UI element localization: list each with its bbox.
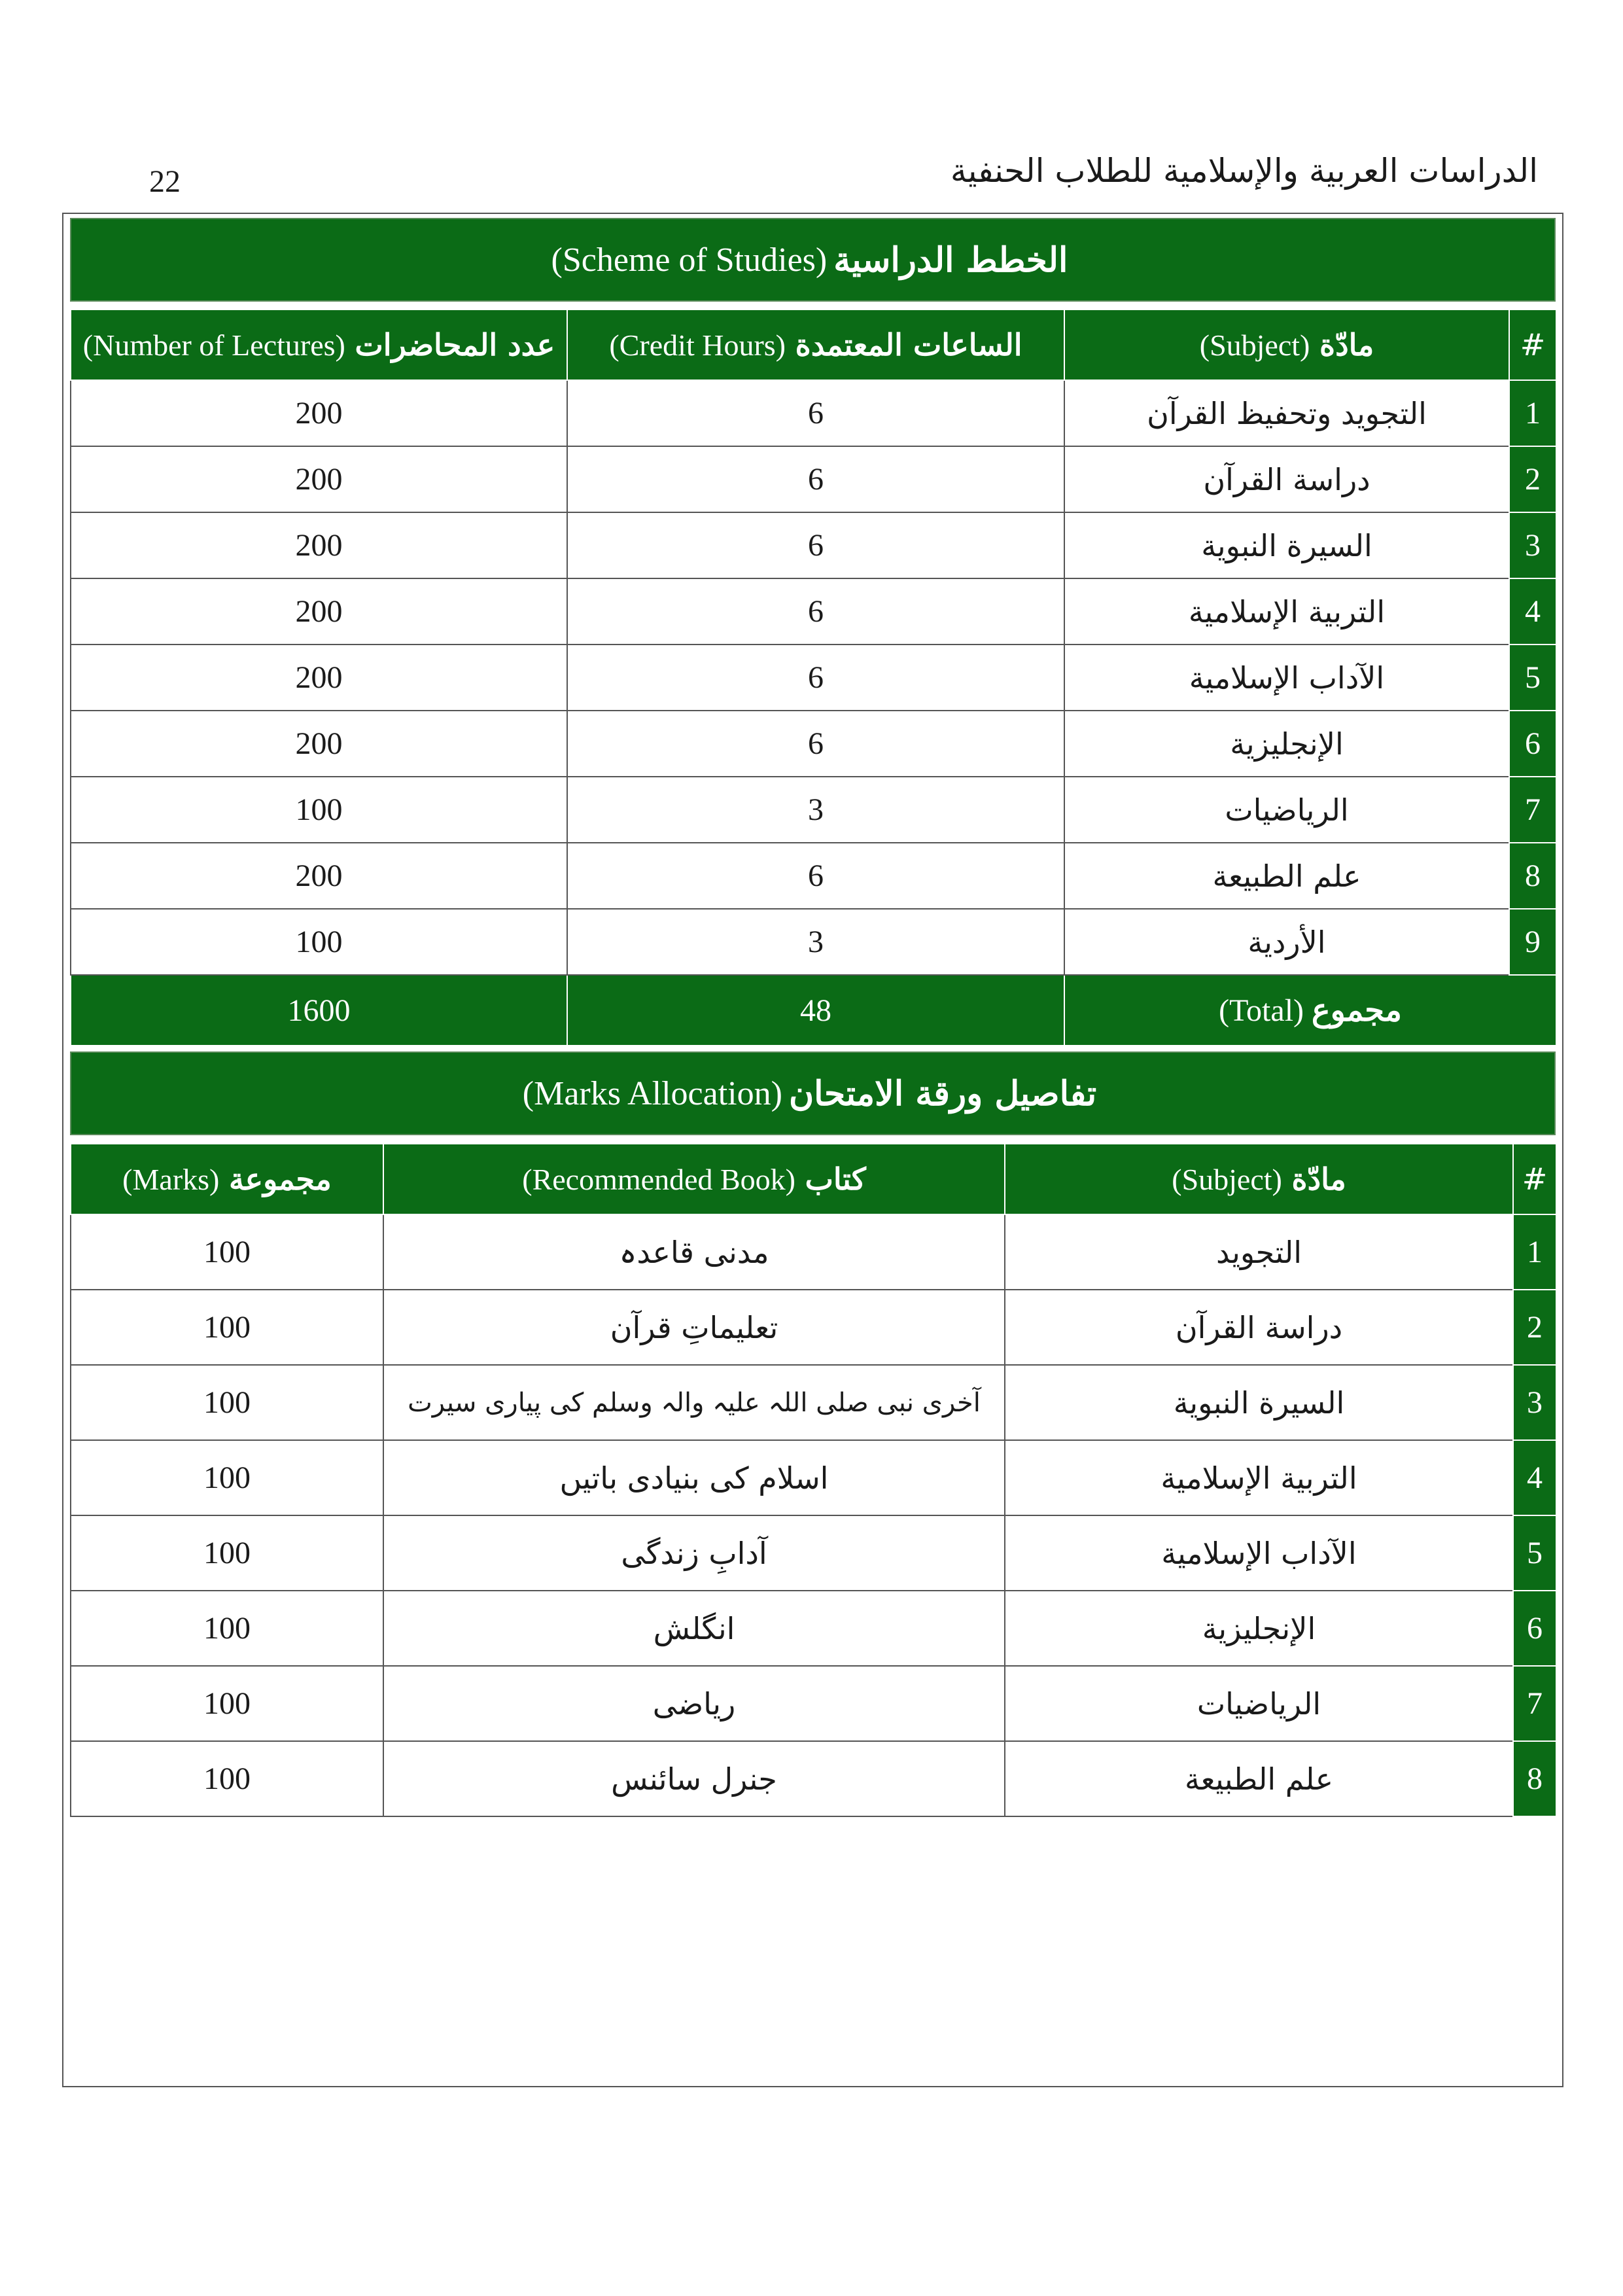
- row-number: 7: [1509, 777, 1556, 843]
- row-number: 2: [1513, 1290, 1556, 1365]
- table-row: [71, 1666, 1556, 1741]
- marks-cell: 100: [71, 1591, 383, 1666]
- col-header-subject: [1064, 309, 1509, 380]
- table-row: [71, 1214, 1556, 1290]
- scheme-title-ar: الخطط الدراسية: [833, 239, 1068, 280]
- col-header-credit-en: (Credit Hours): [609, 328, 786, 362]
- subject-cell: علم الطبيعة: [1005, 1741, 1513, 1816]
- credit-cell: 6: [567, 446, 1064, 512]
- col-header-credit-ar: الساعات المعتمدة: [795, 327, 1022, 362]
- scheme-table: [70, 309, 1557, 1046]
- row-number: 4: [1513, 1440, 1556, 1515]
- col-header-book-ar: كتاب: [805, 1161, 866, 1197]
- total-lectures: 1600: [71, 975, 567, 1046]
- marks-cell: 100: [71, 1440, 383, 1515]
- col-header-subject-ar: مادّة: [1291, 1161, 1346, 1197]
- col-header-num: #: [1513, 1144, 1556, 1214]
- subject-cell: التربية الإسلامية: [1005, 1440, 1513, 1515]
- row-number: 3: [1513, 1365, 1556, 1440]
- lectures-cell: 200: [71, 645, 567, 711]
- table-row: [71, 446, 1556, 512]
- subject-cell: دراسة القرآن: [1005, 1290, 1513, 1365]
- total-credit: 48: [567, 975, 1064, 1046]
- row-number: 1: [1513, 1214, 1556, 1290]
- table-row: [71, 777, 1556, 843]
- marks-header-row: [71, 1144, 1556, 1214]
- table-row: [71, 1290, 1556, 1365]
- credit-cell: 6: [567, 843, 1064, 909]
- col-header-lectures-en: (Number of Lectures): [82, 328, 345, 362]
- row-number: 8: [1513, 1741, 1556, 1816]
- table-row: [71, 1741, 1556, 1816]
- table-row: [71, 843, 1556, 909]
- row-number: 9: [1509, 909, 1556, 975]
- table-row: [71, 645, 1556, 711]
- credit-cell: 6: [567, 711, 1064, 777]
- scheme-header-row: [71, 309, 1556, 380]
- book-cell: مدنی قاعدہ: [383, 1214, 1005, 1290]
- lectures-cell: 100: [71, 909, 567, 975]
- table-row: [71, 909, 1556, 975]
- lectures-cell: 200: [71, 380, 567, 446]
- marks-cell: 100: [71, 1515, 383, 1591]
- col-header-lectures-ar: عدد المحاضرات: [355, 327, 555, 362]
- lectures-cell: 200: [71, 843, 567, 909]
- subject-cell: دراسة القرآن: [1064, 446, 1509, 512]
- marks-cell: 100: [71, 1214, 383, 1290]
- subject-cell: علم الطبيعة: [1064, 843, 1509, 909]
- total-label-en: (Total): [1219, 993, 1304, 1028]
- col-header-book-en: (Recommended Book): [522, 1163, 795, 1196]
- marks-title-en: (Marks Allocation): [522, 1074, 782, 1112]
- table-row: [71, 1440, 1556, 1515]
- table-row: [71, 711, 1556, 777]
- book-cell: جنرل سائنس: [383, 1741, 1005, 1816]
- row-number: 6: [1513, 1591, 1556, 1666]
- subject-cell: الإنجليزية: [1005, 1591, 1513, 1666]
- table-row: [71, 1591, 1556, 1666]
- lectures-cell: 100: [71, 777, 567, 843]
- scheme-title-en: (Scheme of Studies): [551, 241, 828, 279]
- row-number: 3: [1509, 512, 1556, 578]
- marks-cell: 100: [71, 1365, 383, 1440]
- credit-cell: 6: [567, 578, 1064, 645]
- marks-cell: 100: [71, 1741, 383, 1816]
- book-cell: آدابِ زندگی: [383, 1515, 1005, 1591]
- col-header-book: [383, 1144, 1005, 1214]
- col-header-credit: [567, 309, 1064, 380]
- row-number: 5: [1509, 645, 1556, 711]
- row-number: 7: [1513, 1666, 1556, 1741]
- table-row: [71, 1515, 1556, 1591]
- row-number: 4: [1509, 578, 1556, 645]
- book-cell: اسلام کی بنیادی باتیں: [383, 1440, 1005, 1515]
- subject-cell: الرياضيات: [1005, 1666, 1513, 1741]
- total-label-ar: مجموع: [1312, 992, 1402, 1029]
- subject-cell: الأردية: [1064, 909, 1509, 975]
- subject-cell: السيرة النبوية: [1064, 512, 1509, 578]
- col-header-marks-en: (Marks): [122, 1163, 220, 1196]
- book-cell: ریاضی: [383, 1666, 1005, 1741]
- subject-cell: التجويد: [1005, 1214, 1513, 1290]
- credit-cell: 3: [567, 909, 1064, 975]
- scheme-banner: [70, 218, 1556, 302]
- row-number: 6: [1509, 711, 1556, 777]
- col-header-marks-ar: مجموعة: [229, 1161, 332, 1197]
- credit-cell: 6: [567, 512, 1064, 578]
- table-row: [71, 1365, 1556, 1440]
- col-header-subject-en: (Subject): [1199, 328, 1310, 362]
- subject-cell: التربية الإسلامية: [1064, 578, 1509, 645]
- col-header-num: #: [1509, 309, 1556, 380]
- marks-cell: 100: [71, 1290, 383, 1365]
- lectures-cell: 200: [71, 711, 567, 777]
- row-number: 8: [1509, 843, 1556, 909]
- credit-cell: 3: [567, 777, 1064, 843]
- marks-table: [70, 1143, 1557, 1817]
- credit-cell: 6: [567, 645, 1064, 711]
- subject-cell: الآداب الإسلامية: [1064, 645, 1509, 711]
- row-number: 2: [1509, 446, 1556, 512]
- total-row: [71, 975, 1556, 1046]
- lectures-cell: 200: [71, 578, 567, 645]
- subject-cell: الإنجليزية: [1064, 711, 1509, 777]
- book-cell: آخری نبی صلی اللہ علیہ والہ وسلم کی پیاری سیرت: [383, 1365, 1005, 1440]
- book-cell: تعلیماتِ قرآن: [383, 1290, 1005, 1365]
- col-header-marks: [71, 1144, 383, 1214]
- subject-cell: الآداب الإسلامية: [1005, 1515, 1513, 1591]
- col-header-subject-ar: مادّة: [1319, 327, 1374, 362]
- page-number: 22: [149, 164, 181, 199]
- col-header-subject: [1005, 1144, 1513, 1214]
- book-cell: انگلش: [383, 1591, 1005, 1666]
- marks-cell: 100: [71, 1666, 383, 1741]
- subject-cell: التجويد وتحفيظ القرآن: [1064, 380, 1509, 446]
- subject-cell: الرياضيات: [1064, 777, 1509, 843]
- lectures-cell: 200: [71, 512, 567, 578]
- credit-cell: 6: [567, 380, 1064, 446]
- row-number: 1: [1509, 380, 1556, 446]
- table-row: [71, 578, 1556, 645]
- lectures-cell: 200: [71, 446, 567, 512]
- running-title: الدراسات العربية والإسلامية للطلاب الحنفية: [950, 152, 1538, 190]
- row-number: 5: [1513, 1515, 1556, 1591]
- subject-cell: السيرة النبوية: [1005, 1365, 1513, 1440]
- col-header-subject-en: (Subject): [1172, 1163, 1282, 1196]
- table-row: [71, 512, 1556, 578]
- marks-banner: [70, 1051, 1556, 1135]
- table-row: [71, 380, 1556, 446]
- col-header-lectures: [71, 309, 567, 380]
- marks-title-ar: تفاصيل ورقة الامتحان: [788, 1073, 1097, 1114]
- total-label: [1064, 975, 1556, 1046]
